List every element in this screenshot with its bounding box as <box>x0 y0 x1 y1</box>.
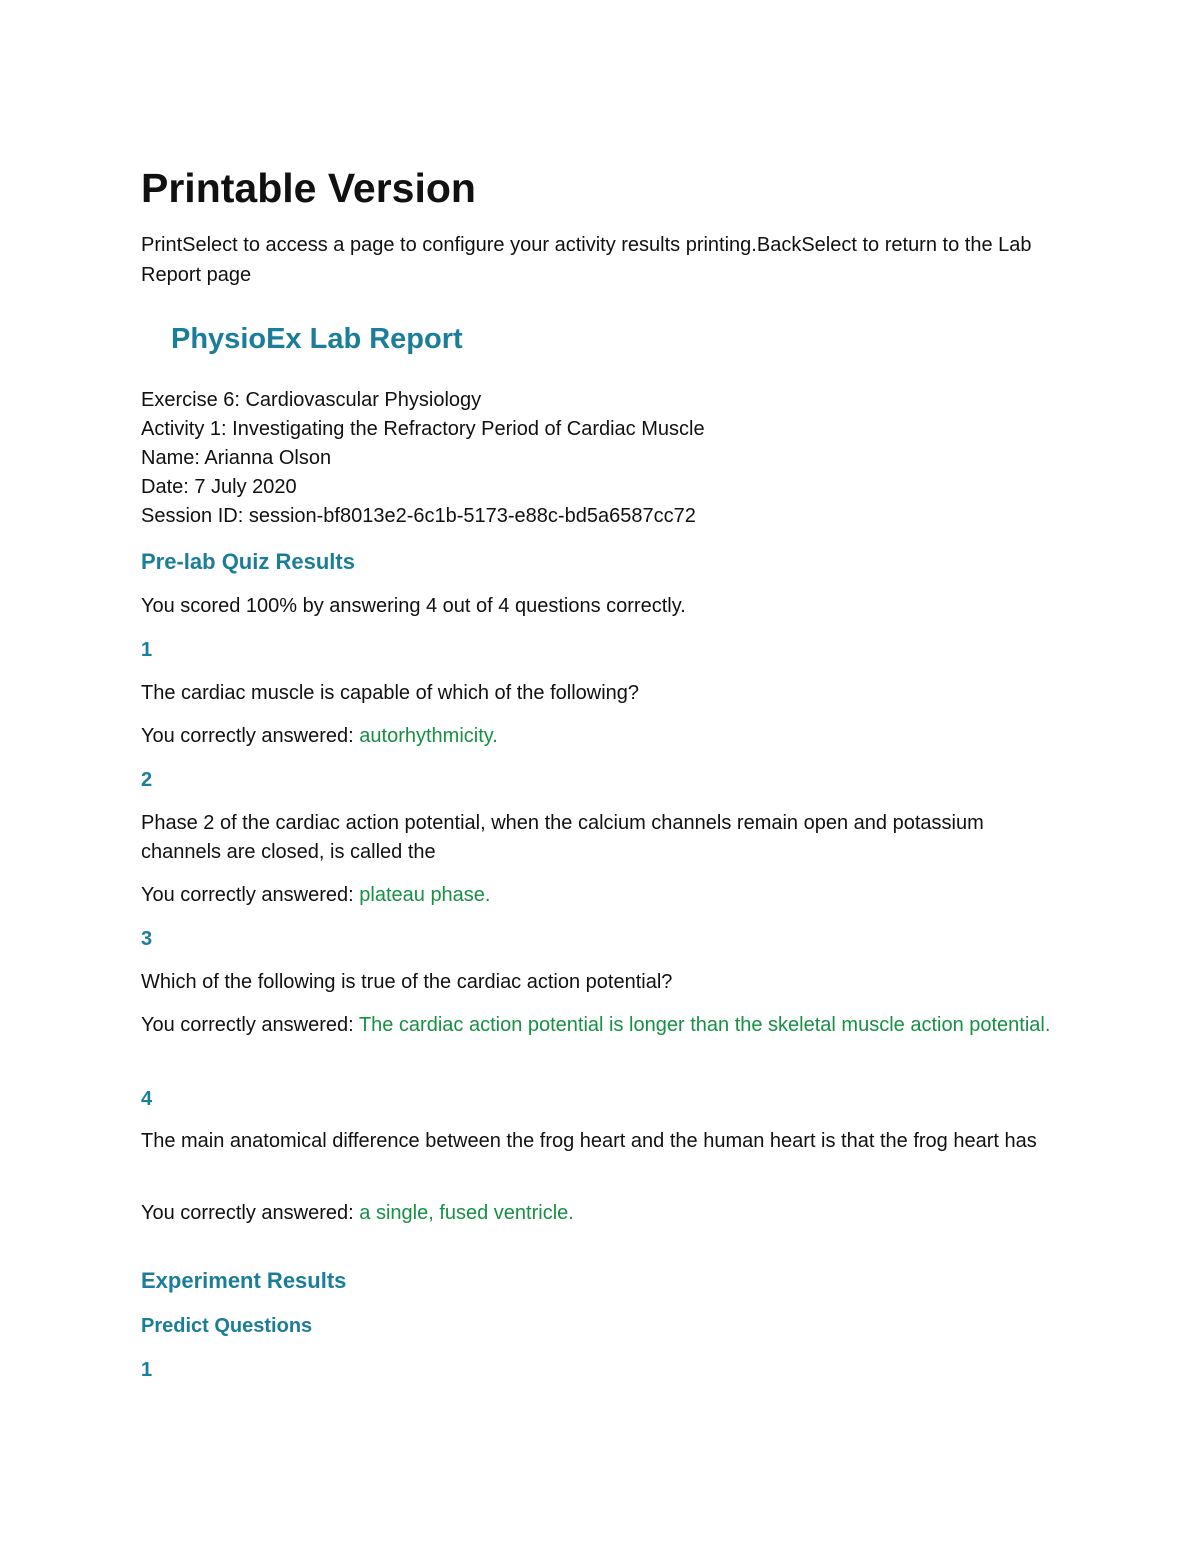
answer-prefix: You correctly answered: <box>141 884 360 906</box>
name-line: Name: Arianna Olson <box>141 447 332 469</box>
question-text: Phase 2 of the cardiac action potential, when the calcium channels remain open and potassium channels are closed, is called the <box>141 812 984 863</box>
report-metadata <box>141 386 705 531</box>
back-description: Select to return to the Lab Report page <box>141 234 1032 286</box>
experiment-heading: Experiment Results <box>141 1268 347 1293</box>
answer-value: plateau phase. <box>359 884 491 906</box>
answer-value: autorhythmicity. <box>359 725 498 747</box>
session-line: Session ID: session-bf8013e2-6c1b-5173-e88c-bd5a6587cc72 <box>141 505 696 527</box>
print-link[interactable]: Print <box>141 234 183 256</box>
predict-questions-heading: Predict Questions <box>141 1315 313 1337</box>
answer-value: a single, fused ventricle. <box>359 1202 574 1224</box>
question-answer <box>141 1011 1056 1040</box>
question-number: 4 <box>141 1088 153 1110</box>
question-answer <box>141 722 1056 751</box>
answer-prefix: You correctly answered: <box>141 1014 359 1036</box>
question-answer <box>141 1199 1056 1228</box>
question-number: 1 <box>141 639 153 661</box>
question-number: 3 <box>141 928 153 950</box>
question-answer <box>141 881 1056 910</box>
question-number: 1 <box>141 1359 153 1381</box>
answer-prefix: You correctly answered: <box>141 1202 360 1224</box>
answer-value: The cardiac action potential is longer than the skeletal muscle action potential. <box>358 1014 1051 1036</box>
print-back-instructions <box>141 230 1046 290</box>
date-line: Date: 7 July 2020 <box>141 476 297 498</box>
question-text: The cardiac muscle is capable of which of the following? <box>141 682 640 704</box>
activity-line: Activity 1: Investigating the Refractory Period of Cardiac Muscle <box>141 418 705 440</box>
report-title: PhysioEx Lab Report <box>171 323 463 355</box>
page-title: Printable Version <box>141 165 476 211</box>
answer-prefix: You correctly answered: <box>141 725 360 747</box>
question-text: The main anatomical difference between the frog heart and the human heart is that the frog heart has <box>141 1130 1037 1152</box>
prelab-score: You scored 100% by answering 4 out of 4 questions correctly. <box>141 595 686 617</box>
question-number: 2 <box>141 769 153 791</box>
question-text: Which of the following is true of the cardiac action potential? <box>141 971 673 993</box>
prelab-heading: Pre-lab Quiz Results <box>141 549 355 574</box>
exercise-line: Exercise 6: Cardiovascular Physiology <box>141 389 482 411</box>
print-description: Select to access a page to configure your activity results printing. <box>182 234 757 256</box>
back-link[interactable]: Back <box>756 234 802 256</box>
